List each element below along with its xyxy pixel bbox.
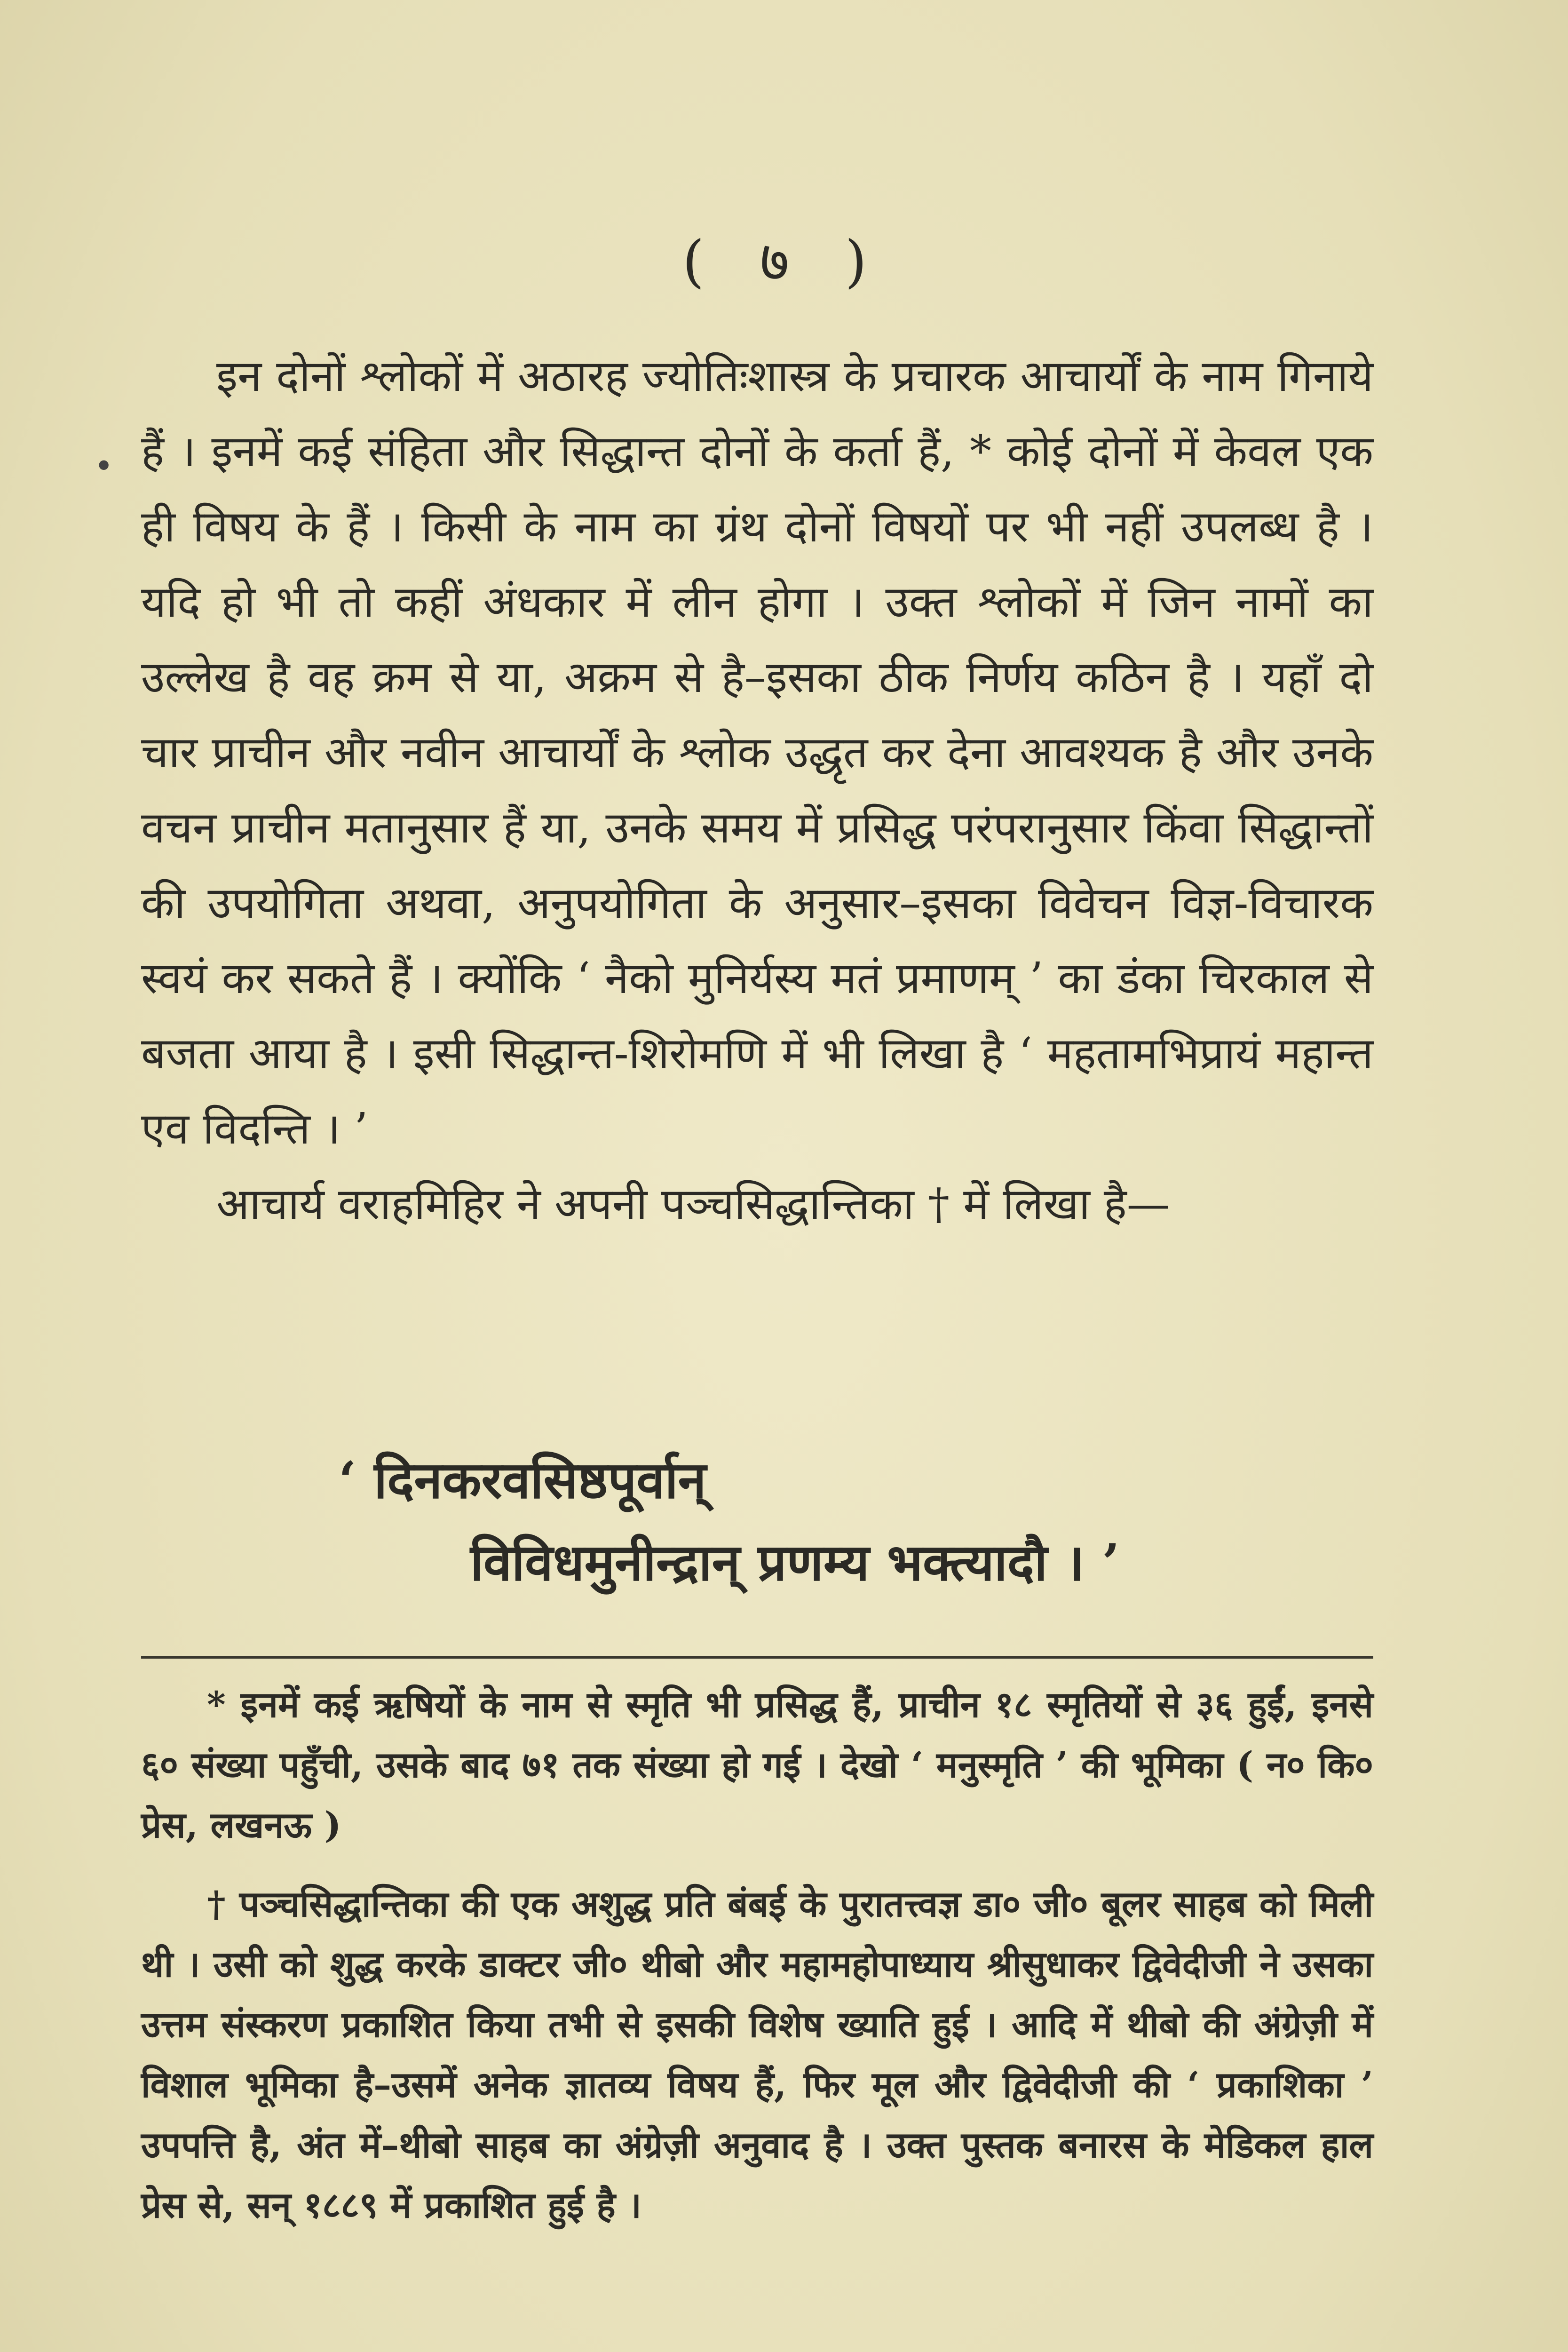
page-number: ( ७ ) bbox=[682, 229, 886, 294]
quoted-verse bbox=[141, 1439, 1373, 1604]
paragraph-2: आचार्य वराहमिहिर ने अपनी पञ्चसिद्धान्तिका † में लिखा है— bbox=[216, 1179, 1170, 1229]
verse-line-1: ‘ दिनकरवसिष्ठपूर्वान् bbox=[339, 1451, 706, 1510]
margin-mark: • bbox=[94, 447, 114, 485]
paragraph-1: इन दोनों श्लोकों में अठारह ज्योतिःशास्त्र के प्रचारक आचार्यों के नाम गिनाये हैं । इनमें कई संहिता और सिद्धान्त दोनों के कर्ता हैं, * कोई दोनों में केवल एक ही विषय के हैं । किसी के नाम का ग्रंथ दोनों विषयों पर भी नहीं उपलब्ध है । यदि हो भी तो कहीं अंधकार में लीन होगा । उक्त श्लोकों में जिन नामों का उल्लेख है वह क्रम से या, अक्रम से है–इसका ठीक निर्णय कठिन है । यहाँ दो चार प्राचीन और नवीन आचार्यों के श्लोक उद्धृत कर देना आवश्यक है और उनके वचन प्राचीन मतानुसार हैं या, उनके समय में प्रसिद्ध परंपरानुसार किंवा सिद्धान्तों की उपयोगिता अथवा, अनुपयोगिता के अनुसार–इसका विवेचन विज्ञ-विचारक स्वयं कर सकते हैं । क्योंकि ‘ नैको मुनिर्यस्य मतं प्रमाणम् ’ का डंका चिरकाल से बजता आया है । इसी सिद्धान्त-शिरोमणि में भी लिखा है ‘ महतामभिप्रायं महान्त एव विदन्ति । ’ bbox=[141, 351, 1373, 1154]
verse-line-2: विविधमुनीन्द्रान् प्रणम्य भक्त्यादौ । ’ bbox=[470, 1533, 1120, 1592]
footnotes bbox=[141, 1675, 1373, 2254]
main-text bbox=[141, 339, 1373, 1242]
footnote-2: † पञ्चसिद्धान्तिका की एक अशुद्ध प्रति बंबई के पुरातत्त्वज्ञ डा० जी० बूलर साहब को मिली थी । उसी को शुद्ध करके डाक्टर जी० थीबो और महामहोपाध्याय श्रीसुधाकर द्विवेदीजी ने उसका उत्तम संस्करण प्रकाशित किया तभी से इसकी विशेष ख्याति हुई । आदि में थीबो की अंग्रेज़ी में विशाल भूमिका है–उसमें अनेक ज्ञातव्य विषय हैं, फिर मूल और द्विवेदीजी की ‘ प्रकाशिका ’ उपपत्ति है, अंत में–थीबो साहब का अंग्रेज़ी अनुवाद है । उक्त पुस्तक बनारस के मेडिकल हाल प्रेस से, सन् १८८९ में प्रकाशित हुई है । bbox=[141, 1883, 1373, 2226]
footnote-divider bbox=[141, 1656, 1373, 1659]
footnote-1: * इनमें कई ऋषियों के नाम से स्मृति भी प्रसिद्ध हैं, प्राचीन १८ स्मृतियों से ३६ हुईं, इनसे ६० संख्या पहुँची, उसके बाद ७१ तक संख्या हो गई । देखो ‘ मनुस्मृति ’ की भूमिका ( न० कि० प्रेस, लखनऊ ) bbox=[141, 1684, 1373, 1846]
